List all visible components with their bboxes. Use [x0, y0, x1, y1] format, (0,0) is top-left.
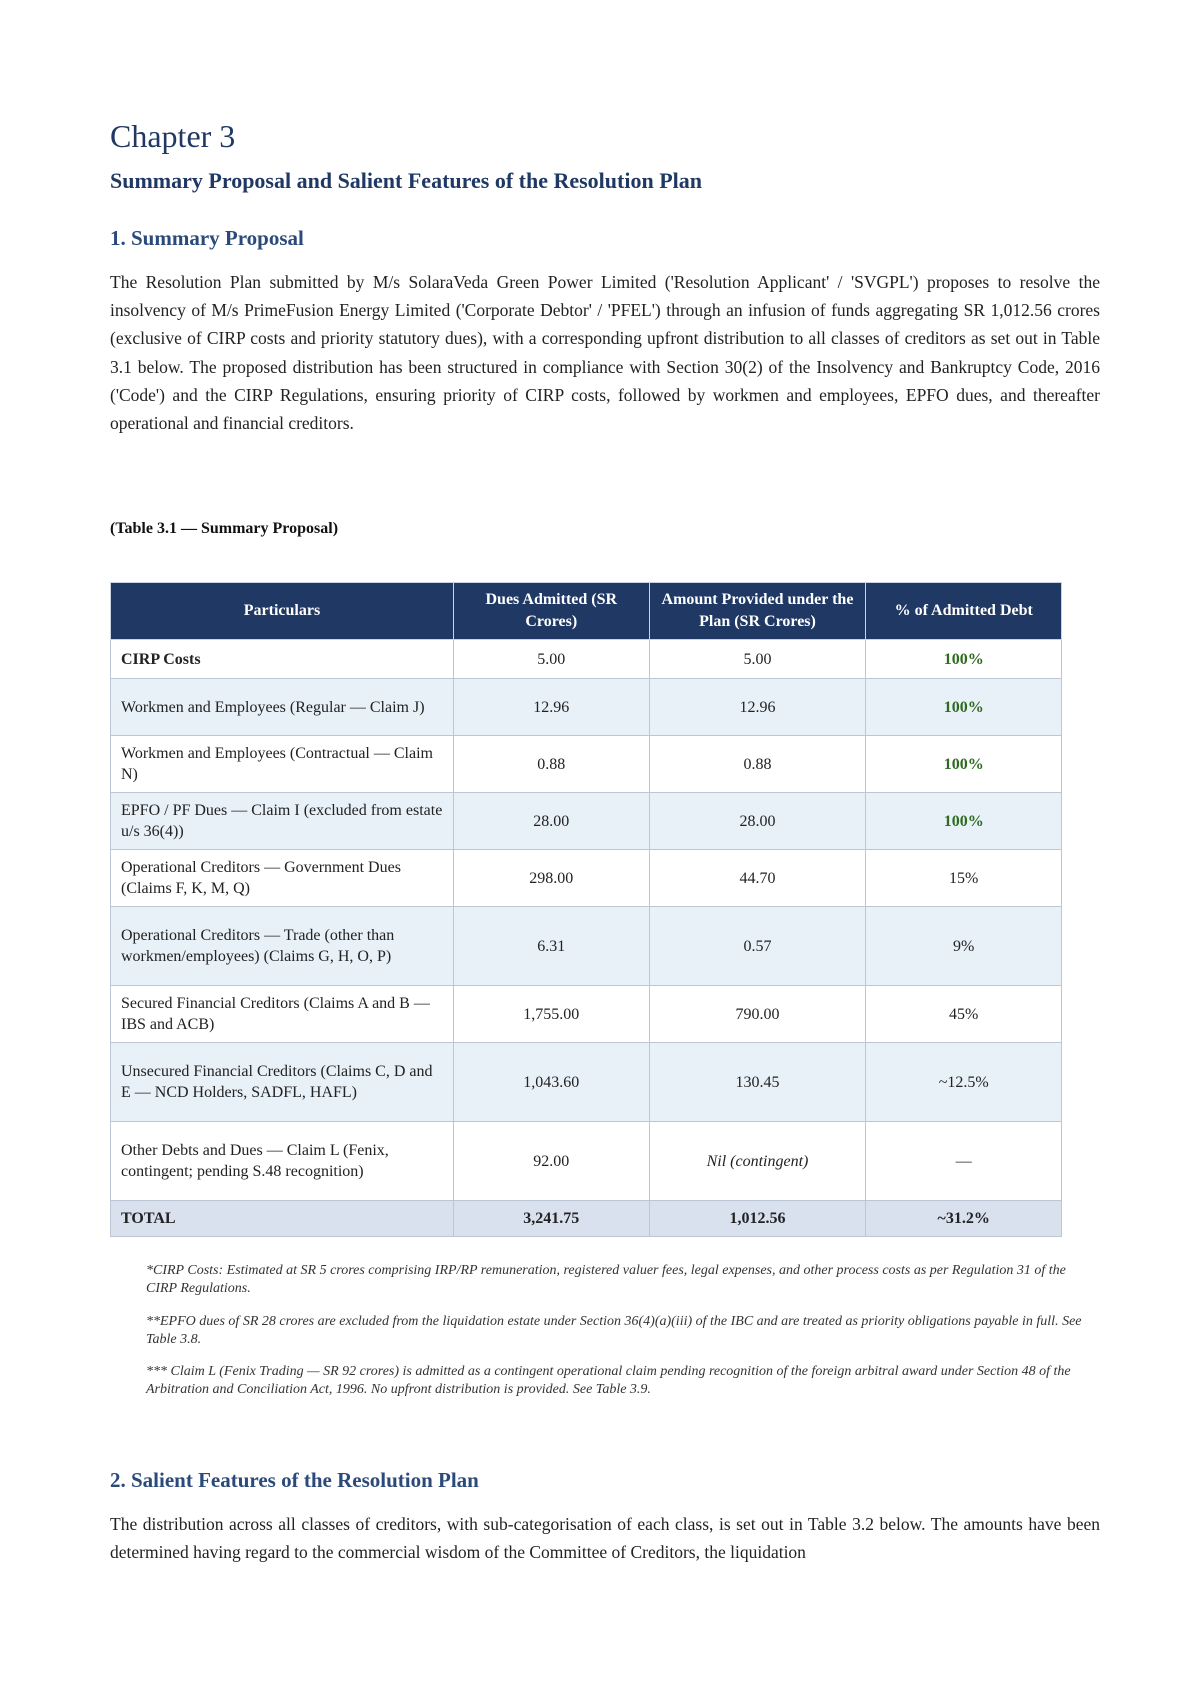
cell-pct: 15% [866, 850, 1062, 907]
cell-dues: 92.00 [454, 1122, 650, 1201]
table-row [111, 907, 1062, 986]
column-header-amount-provided: Amount Provided under the Plan (SR Crores) [649, 583, 866, 640]
table-row [111, 1043, 1062, 1122]
section-1-paragraph: The Resolution Plan submitted by M/s SolaraVeda Green Power Limited ('Resolution Applicant' / 'SVGPL') proposes to resolve the insolvency of M/s PrimeFusion Energy Limited ('Corporate Debtor' / 'PFEL') through an infusion of funds aggregating SR 1,012.56 crores (exclusive of CIRP costs and priority statutory dues), with a corresponding upfront distribution to all classes of creditors as set out in Table 3.1 below. The proposed distribution has been structured in compliance with Section 30(2) of the Insolvency and Bankruptcy Code, 2016 ('Code') and the CIRP Regulations, ensuring priority of CIRP costs, followed by workmen and employees, EPFO dues, and thereafter operational and financial creditors. [110, 272, 1100, 434]
table-row [111, 986, 1062, 1043]
cell-particulars: Unsecured Financial Creditors (Claims C, D and E — NCD Holders, SADFL, HAFL) [111, 1043, 454, 1122]
column-header-dues-admitted: Dues Admitted (SR Crores) [454, 583, 650, 640]
chapter-title: Chapter 3 [110, 118, 236, 154]
cell-dues: 28.00 [454, 793, 650, 850]
cell-amount: 5.00 [649, 640, 866, 679]
cell-amount: 130.45 [649, 1043, 866, 1122]
cell-pct: 100% [866, 793, 1062, 850]
cell-particulars: CIRP Costs [111, 640, 454, 679]
footnote-cirp-costs: *CIRP Costs: Estimated at SR 5 crores comprising IRP/RP remuneration, registered valuer fees, legal expenses, and other process costs as per Regulation 31 of the CIRP Regulations. [146, 1263, 1066, 1296]
cell-amount: 0.57 [649, 907, 866, 986]
cell-total-amount: 1,012.56 [649, 1201, 866, 1237]
cell-dues: 12.96 [454, 679, 650, 736]
cell-amount: 790.00 [649, 986, 866, 1043]
section-1-heading: 1. Summary Proposal [110, 226, 304, 250]
table-row [111, 640, 1062, 679]
summary-proposal-table [110, 582, 1062, 1237]
cell-dues: 5.00 [454, 640, 650, 679]
table-row [111, 1122, 1062, 1201]
cell-amount: 0.88 [649, 736, 866, 793]
cell-particulars: Other Debts and Dues — Claim L (Fenix, contingent; pending S.48 recognition) [111, 1122, 454, 1201]
cell-dues: 0.88 [454, 736, 650, 793]
section-2-heading: 2. Salient Features of the Resolution Plan [110, 1468, 479, 1492]
cell-pct: 45% [866, 986, 1062, 1043]
cell-pct: 100% [866, 736, 1062, 793]
cell-dues: 1,043.60 [454, 1043, 650, 1122]
column-header-pct-admitted: % of Admitted Debt [866, 583, 1062, 640]
cell-amount: Nil (contingent) [649, 1122, 866, 1201]
cell-particulars: Operational Creditors — Government Dues (Claims F, K, M, Q) [111, 850, 454, 907]
cell-particulars: Operational Creditors — Trade (other than workmen/employees) (Claims G, H, O, P) [111, 907, 454, 986]
cell-total-label: TOTAL [111, 1201, 454, 1237]
table-header-row [111, 583, 1062, 640]
footnote-epfo: **EPFO dues of SR 28 crores are excluded from the liquidation estate under Section 36(4)(a)(iii) of the IBC and are treated as priority obligations payable in full. See Table 3.8. [146, 1314, 1082, 1347]
cell-particulars: EPFO / PF Dues — Claim I (excluded from estate u/s 36(4)) [111, 793, 454, 850]
cell-pct: ~12.5% [866, 1043, 1062, 1122]
cell-amount: 44.70 [649, 850, 866, 907]
cell-particulars: Secured Financial Creditors (Claims A and B — IBS and ACB) [111, 986, 454, 1043]
table-total-row [111, 1201, 1062, 1237]
cell-amount: 28.00 [649, 793, 866, 850]
table-row [111, 736, 1062, 793]
cell-dues: 298.00 [454, 850, 650, 907]
cell-dues: 1,755.00 [454, 986, 650, 1043]
cell-total-pct: ~31.2% [866, 1201, 1062, 1237]
table-row [111, 679, 1062, 736]
cell-amount: 12.96 [649, 679, 866, 736]
column-header-particulars: Particulars [111, 583, 454, 640]
cell-particulars: Workmen and Employees (Regular — Claim J) [111, 679, 454, 736]
cell-total-dues: 3,241.75 [454, 1201, 650, 1237]
cell-pct: — [866, 1122, 1062, 1201]
footnote-claim-l: *** Claim L (Fenix Trading — SR 92 crores) is admitted as a contingent operational claim pending recognition of the foreign arbitral award under Section 48 of the Arbitration and Conciliation Act, 1996. No upfront distribution is provided. See Table 3.9. [146, 1364, 1071, 1397]
cell-pct: 9% [866, 907, 1062, 986]
table-row [111, 793, 1062, 850]
table-caption: (Table 3.1 — Summary Proposal) [110, 520, 339, 537]
cell-pct: 100% [866, 640, 1062, 679]
cell-pct: 100% [866, 679, 1062, 736]
cell-dues: 6.31 [454, 907, 650, 986]
table-row [111, 850, 1062, 907]
chapter-subtitle: Summary Proposal and Salient Features of the Resolution Plan [110, 168, 702, 193]
cell-particulars: Workmen and Employees (Contractual — Claim N) [111, 736, 454, 793]
section-2-paragraph: The distribution across all classes of creditors, with sub-categorisation of each class, is set out in Table 3.2 below. The amounts have been determined having regard to the commercial wisdom of the Committee of Creditors, the liquidation [110, 1514, 1100, 1563]
